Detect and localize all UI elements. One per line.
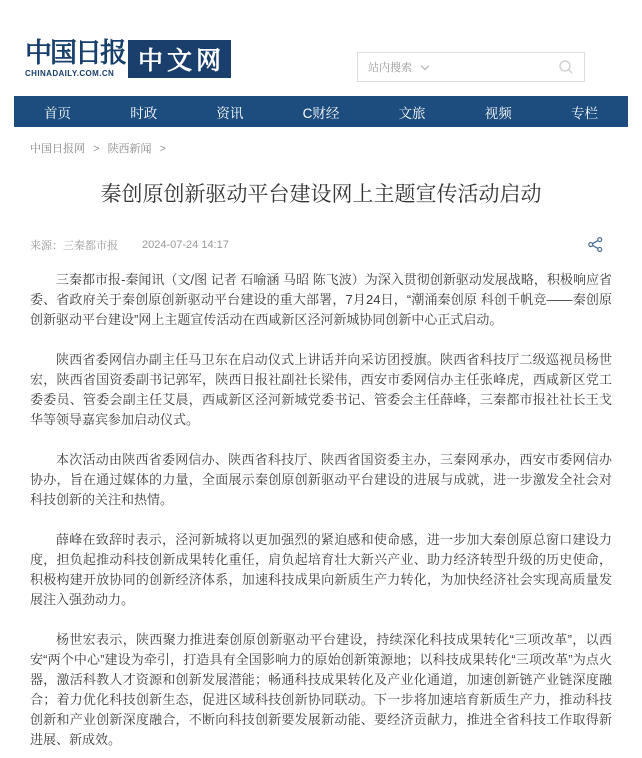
logo-calligraphy-text: 中国日报 [25, 38, 125, 69]
article-paragraph: 三秦都市报-秦闻讯（文/图 记者 石喻涵 马昭 陈飞波）为深入贯彻创新驱动发展战略，积极响应省委、省政府关于秦创原创新驱动平台建设的重大部署，7月24日，“潮涌秦创原 科创千帆竞——秦创原创新驱动平台建设”网上主题宣传活动在西咸新区泾河新城协同创新中心正式启动。 [30, 272, 612, 327]
breadcrumb-link-home[interactable]: 中国日报网 [30, 143, 85, 155]
main-navbar [14, 96, 628, 127]
article-paragraph: 薛峰在致辞时表示，泾河新城将以更加强烈的紧迫感和使命感，进一步加大秦创原总窗口建设力度，担负起推动科技创新成果转化重任，肩负起培育壮大新兴产业、助力经济转型升级的历史使命，积极构建开放协同的创新经济体系，加速科技成果向新质生产力转化，为加快经济社会实现高质量发展注入强劲动力。 [30, 532, 612, 607]
nav-item-column[interactable]: 专栏 [570, 105, 598, 121]
search-placeholder: 站内搜索 [368, 62, 412, 74]
logo-domain-text: CHINADAILY.COM.CN [25, 69, 115, 78]
article-paragraph: 杨世宏表示，陕西聚力推进秦创原创新驱动平台建设，持续深化科技成果转化“三项改革”，以西安“两个中心”建设为牵引，打造具有全国影响力的原始创新策源地；以科技成果转化“三项改革”为点火器，激活科教人才资源和创新发展潜能；畅通科技成果转化及产业化通道，加速创新链产业链深度融合；着力优化科技创新生态，促进区域科技创新协同联动。下一步将加速培育新质生产力，推动科技创新和产业创新深度融合，不断向科技创新要发展新动能、要经济贡献力，推进全省科技工作取得新进展、新成效。 [30, 632, 612, 747]
breadcrumb [30, 140, 612, 156]
article-datetime: 2024-07-24 14:17 [142, 239, 229, 251]
nav-item-news[interactable]: 资讯 [216, 105, 244, 121]
article-source: 来源：三秦都市报 [30, 240, 118, 252]
share-icon[interactable] [587, 236, 604, 253]
site-header [0, 0, 642, 96]
nav-item-politics[interactable]: 时政 [130, 105, 158, 121]
article-paragraph: 本次活动由陕西省委网信办、陕西省科技厅、陕西省国资委主办，三秦网承办，西安市委网信办协办，旨在通过媒体的力量，全面展示秦创原创新驱动平台建设的进展与成就，进一步激发全社会对科技创新的关注和热情。 [30, 452, 612, 507]
magnifier-icon[interactable] [558, 59, 574, 75]
chinadaily-logo[interactable] [25, 40, 231, 78]
article-paragraph: 陕西省委网信办副主任马卫东在启动仪式上讲话并向采访团授旗。陕西省科技厅二级巡视员杨世宏，陕西省国资委副书记郭军，陕西日报社副社长梁伟，西安市委网信办主任张峰虎，西咸新区党工委委员、管委会副主任艾晨，西咸新区泾河新城党委书记、管委会主任薛峰，三秦都市报社社长王戈华等领导嘉宾参加启动仪式。 [30, 352, 612, 427]
page-title: 秦创原创新驱动平台建设网上主题宣传活动启动 [100, 183, 542, 206]
article-body [30, 270, 612, 750]
nav-item-culture-travel[interactable]: 文旅 [398, 105, 426, 121]
article-meta [30, 236, 612, 254]
nav-item-home[interactable]: 首页 [44, 105, 71, 121]
nav-item-finance[interactable]: C财经 [302, 105, 340, 121]
breadcrumb-separator: > [159, 143, 167, 155]
search-input[interactable] [357, 52, 585, 82]
breadcrumb-separator: > [93, 143, 100, 155]
logo-site-name-box: 中文网 [128, 40, 231, 78]
chevron-down-icon[interactable] [421, 61, 429, 69]
logo-left-block [25, 40, 125, 78]
breadcrumb-link-shaanxi-news[interactable]: 陕西新闻 [107, 143, 152, 155]
nav-item-video[interactable]: 视频 [484, 105, 512, 121]
article [30, 180, 612, 750]
